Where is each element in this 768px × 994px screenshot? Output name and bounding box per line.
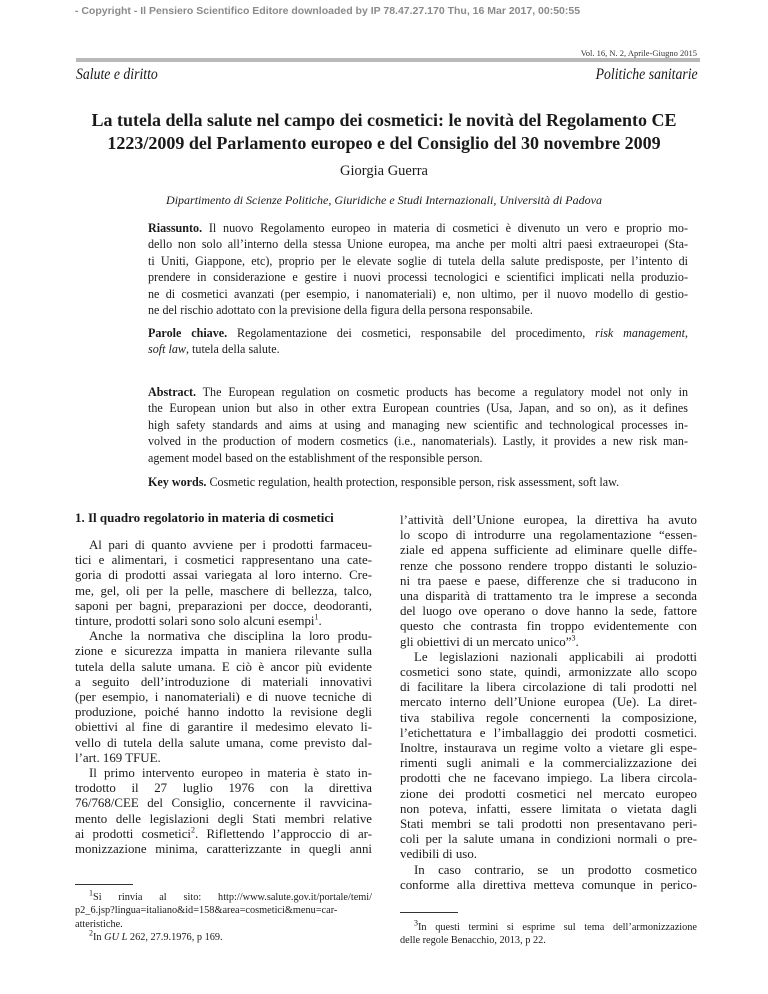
line-text: una disparità di trattamento tra le imprese a seconda <box>400 589 697 604</box>
footnote-text: 262, 27.9.1976, p 169. <box>127 931 223 943</box>
author-name: Giorgia Guerra <box>340 163 428 179</box>
footnote-number: 3 <box>414 918 418 928</box>
header-rule <box>76 58 700 62</box>
parole-chiave-text: Regolamentazione dei cosmetici, responsabile del procedimento, <box>227 326 596 340</box>
body-text-line <box>400 680 697 695</box>
riassunto-line: dello non solo all’interno della stessa Unione europea, ma anche per molti altri paesi extraeuropei (Sta- <box>148 237 688 252</box>
body-text-line <box>75 629 372 644</box>
line-text: saponi per bagni, preparazioni per docce, deodoranti, <box>75 598 372 613</box>
footnote-text: In <box>93 931 105 943</box>
riassunto-line: prendere in considerazione e gestire i nuovi processi tecnologici e scientifici implicati nella produzio- <box>148 270 688 285</box>
riassunto-text: Il nuovo Regolamento europeo in materia di cosmetici è divenuto un vero e proprio mo- <box>202 221 688 235</box>
abstract-label: Abstract. <box>148 385 197 399</box>
body-text-line <box>400 604 697 619</box>
section-heading: 1. Il quadro regolatorio in materia di cosmetici <box>75 510 334 525</box>
line-text: zione dei prodotti cosmetici nel mercato europeo <box>400 786 697 801</box>
line-text: l’etichettatura e l’imballaggio dei prodotti cosmetici. <box>400 725 697 740</box>
line-text: ai prodotti cosmetici <box>75 826 192 841</box>
body-text-line <box>75 675 372 690</box>
body-text-line <box>75 781 372 796</box>
body-text-line <box>75 766 372 781</box>
running-head-right: Politiche sanitarie <box>595 66 698 83</box>
line-text: . <box>575 634 579 649</box>
line-text: Inoltre, instaurava un regime volto a vietare gli espe- <box>400 741 697 756</box>
line-text: l’attività dell’Unione europea, la direttiva ha avuto <box>400 513 697 527</box>
footnote-1 <box>75 888 372 931</box>
abstract-line: high safety standards and aims at using and managing new scientific and technological processes in- <box>148 417 688 432</box>
line-text: mento delle legislazioni degli Stati membri relative <box>75 811 372 826</box>
line-text: cosmetici sono state, quindi, armonizzate allo scopo <box>400 665 697 680</box>
body-text-line <box>400 589 697 604</box>
line-text: lo scopo di introdurre una regolamentazione “essen- <box>400 528 697 543</box>
line-text: rimenti sugli animali e la commercializzazione dei <box>400 756 697 771</box>
footnote-reference[interactable]: 1 <box>314 612 319 622</box>
footnote-line: atteristiche. <box>75 918 123 930</box>
line-text: ni tra paese e paese, differenze che si traducono in <box>400 573 697 588</box>
footnote-line <box>400 918 697 934</box>
abstract-line: agement model based on the establishment of the responsible person. <box>148 450 483 465</box>
line-text: tutela della salute umana. E ciò è ancor più evidente <box>75 659 372 674</box>
body-text-line <box>75 812 372 827</box>
key-words-block <box>148 474 688 490</box>
right-column-body <box>400 513 697 893</box>
line-text: tiva stabiliva regole concernenti la composizione, <box>400 710 697 725</box>
body-text-line <box>75 584 372 599</box>
line-text: coli per la salute umana in condizioni normali o pre- <box>400 832 697 847</box>
body-text-line <box>400 771 697 786</box>
line-text: mercato interno dell’Unione europea (Ue). La diret- <box>400 695 697 710</box>
body-text-line <box>75 568 372 583</box>
running-head-left: Salute e diritto <box>76 66 158 83</box>
key-words-text: Cosmetic regulation, health protection, responsible person, risk assessment, soft law. <box>206 475 620 489</box>
line-text: ziale ed appena sufficiente ad eliminare quelle diffe- <box>400 543 697 558</box>
body-text-line <box>75 553 372 568</box>
body-text-line <box>400 741 697 756</box>
footnote-reference[interactable]: 3 <box>571 633 576 643</box>
line-text: del luogo ove operano o dove hanno la sede, fattore <box>400 604 697 619</box>
riassunto-line <box>148 220 688 236</box>
riassunto-block <box>148 220 688 318</box>
footnote-line <box>75 928 372 944</box>
line-text: gli obiettivi di un mercato unico” <box>400 634 572 649</box>
line-text: (per esempio, i nanomateriali) e di nuove tecniche di <box>75 690 372 705</box>
parole-chiave-block <box>148 325 688 358</box>
body-text-line <box>400 528 697 543</box>
footnote-line <box>75 888 372 904</box>
parole-chiave-italic: risk management <box>595 326 685 340</box>
footnote-number: 2 <box>89 928 93 938</box>
line-text: . Riflettendo l’approccio di ar- <box>195 826 372 841</box>
abstract-line: the European union but also in other extra European countries (Usa, Japan, and so on), as it defines <box>148 401 688 416</box>
line-text: Anche la normativa che disciplina la loro produ- <box>89 629 372 644</box>
line-text: vello di tutela della salute umana, come previsto dal- <box>75 735 372 750</box>
body-text-line <box>75 538 372 553</box>
article-title <box>60 109 708 155</box>
key-words-line <box>148 474 688 490</box>
title-line-1: La tutela della salute nel campo dei cosmetici: le novità del Regolamento CE <box>91 110 677 130</box>
line-text: Al pari di quanto avviene per i prodotti farmaceu- <box>89 538 372 552</box>
line-text: renze che possono rendere troppo distanti le soluzio- <box>400 558 697 573</box>
riassunto-label: Riassunto. <box>148 221 203 235</box>
body-text-line <box>400 650 697 665</box>
line-text: prodotti che ne facevano impiego. La libera circola- <box>400 771 697 786</box>
left-column-body <box>75 538 372 857</box>
line-text: Il primo intervento europeo in materia è stato in- <box>89 766 372 781</box>
line-text: monizzazione minima, caratterizzante in quegli anni <box>75 842 372 857</box>
line-text: 76/768/CEE del Consiglio, concernente il ravvicina- <box>75 796 372 811</box>
body-text-line <box>400 802 697 817</box>
body-text-line <box>400 832 697 847</box>
line-text: trodotto il 27 luglio 1976 con la direttiva <box>75 781 372 796</box>
body-text-line <box>400 513 697 528</box>
line-text: a seguito dell’introduzione di materiali innovativi <box>75 674 372 689</box>
line-text: zione e sicurezza impatta in maniera rilevante sulla <box>75 644 372 659</box>
parole-chiave-line <box>148 341 688 357</box>
riassunto-line: ne di cosmetici avanzati (per esempio, i nanomateriali) e, non ultimo, per il nuovo modello di gestio- <box>148 286 688 301</box>
line-text: tinture, prodotti solari sono solo alcuni esempi <box>75 614 315 629</box>
body-text-line <box>400 559 697 574</box>
parole-chiave-line <box>148 325 688 341</box>
footnote-reference[interactable]: 2 <box>191 825 196 835</box>
title-line-2: 1223/2009 del Parlamento europeo e del Consiglio del 30 novembre 2009 <box>107 133 661 153</box>
line-text: Stati membri se tali prodotti non presentavano peri- <box>400 817 697 832</box>
abstract-block <box>148 384 688 466</box>
riassunto-line: ti Uniti, Giappone, etc), proprio per le elevate soglie di tutela della salute predisposte, per l’intento di <box>148 253 688 268</box>
body-text-line <box>75 644 372 659</box>
parole-chiave-italic: soft law <box>148 342 186 357</box>
body-text-line <box>400 619 697 634</box>
line-text: me, gel, oli per la pelle, maschere di bellezza, talco, <box>75 583 372 598</box>
body-text-line <box>400 726 697 741</box>
line-text: produzione, poiché hanno indotto la revisione degli <box>75 705 372 720</box>
body-text-line <box>400 878 697 893</box>
parole-chiave-text: , tutela della salute. <box>185 342 280 357</box>
body-text-line <box>400 863 697 878</box>
footnote-line[interactable]: p2_6.jsp?lingua=italiano&id=158&area=cosmetici&menu=car- <box>75 905 338 917</box>
author-affiliation: Dipartimento di Scienze Politiche, Giuridiche e Studi Internazionali, Università di Padova <box>166 193 602 207</box>
line-text: obiettivi al fine di garantire il medesimo elevato li- <box>75 720 372 735</box>
footnote-text: In questi termini si esprime sul tema dell’armonizzazione <box>418 922 697 933</box>
line-text: In caso contrario, se un prodotto cosmetico <box>414 862 697 877</box>
body-text-line <box>400 543 697 558</box>
footnote-line: delle regole Benacchio, 2013, p 22. <box>400 935 546 947</box>
line-text: non poteva, infatti, essere limitata o vietata dagli <box>400 801 697 816</box>
body-text-line <box>400 847 697 862</box>
line-text: l’art. 169 TFUE. <box>75 750 161 765</box>
body-text-line <box>75 720 372 735</box>
line-text: Le legislazioni nazionali applicabili ai prodotti <box>414 649 697 664</box>
footnote-rule <box>75 884 133 885</box>
body-text-line <box>75 660 372 675</box>
abstract-text: The European regulation on cosmetic products has become a regulatory model not only in <box>196 385 688 399</box>
footnote-italic: GU L <box>104 931 128 943</box>
line-text: vedibili di uso. <box>400 847 477 862</box>
body-text-line <box>75 599 372 614</box>
footnote-text[interactable]: Si rinvia al sito: http://www.salute.gov.it/portale/temi/ <box>93 892 372 903</box>
parole-chiave-punct: , <box>684 326 688 340</box>
body-text-line <box>75 842 372 857</box>
abstract-line <box>148 384 688 400</box>
body-text-line <box>75 751 372 766</box>
body-text-line <box>400 635 697 650</box>
body-text-line <box>75 796 372 811</box>
body-text-line <box>400 665 697 680</box>
line-text: goria di prodotti assai variegata al loro interno. Cre- <box>75 568 372 583</box>
line-text: di facilitare la libera circolazione di tali prodotti nel <box>400 680 697 695</box>
body-text-line <box>75 705 372 720</box>
footnotes-right <box>400 912 697 948</box>
key-words-label: Key words. <box>148 475 207 489</box>
footnotes-left <box>75 884 372 944</box>
footnote-rule <box>400 912 458 913</box>
line-text: questo che contrasta fin troppo evidentemente con <box>400 619 697 634</box>
body-text-line <box>400 787 697 802</box>
body-text-line <box>400 817 697 832</box>
line-text: conforme alla direttiva metteva comunque in perico- <box>400 877 697 892</box>
abstract-line: volved in the production of modern cosmetics (i.e., nanomaterials). Lastly, it provides a new risk man- <box>148 434 688 449</box>
body-text-line <box>75 614 372 629</box>
body-text-line <box>400 711 697 726</box>
journal-volume: Vol. 16, N. 2, Aprile-Giugno 2015 <box>580 48 697 58</box>
copyright-banner: - Copyright - Il Pensiero Scientifico Editore downloaded by IP 78.47.27.170 Thu, 16 Mar 2017, 00:50:55 <box>74 5 581 17</box>
body-text-line <box>75 690 372 705</box>
body-text-line <box>75 827 372 842</box>
footnote-number: 1 <box>89 888 93 898</box>
body-text-line <box>400 574 697 589</box>
line-text: . <box>318 614 322 629</box>
body-text-line <box>400 756 697 771</box>
footnote-3 <box>400 918 697 948</box>
footnote-2 <box>75 928 372 944</box>
body-text-line <box>400 695 697 710</box>
parole-chiave-label: Parole chiave. <box>148 326 228 340</box>
line-text: tici e alimentari, i cosmetici rappresentano una cate- <box>75 553 372 568</box>
body-text-line <box>75 736 372 751</box>
riassunto-line: ne del rischio adottato con la previsione della figura della persona responsabile. <box>148 303 533 318</box>
